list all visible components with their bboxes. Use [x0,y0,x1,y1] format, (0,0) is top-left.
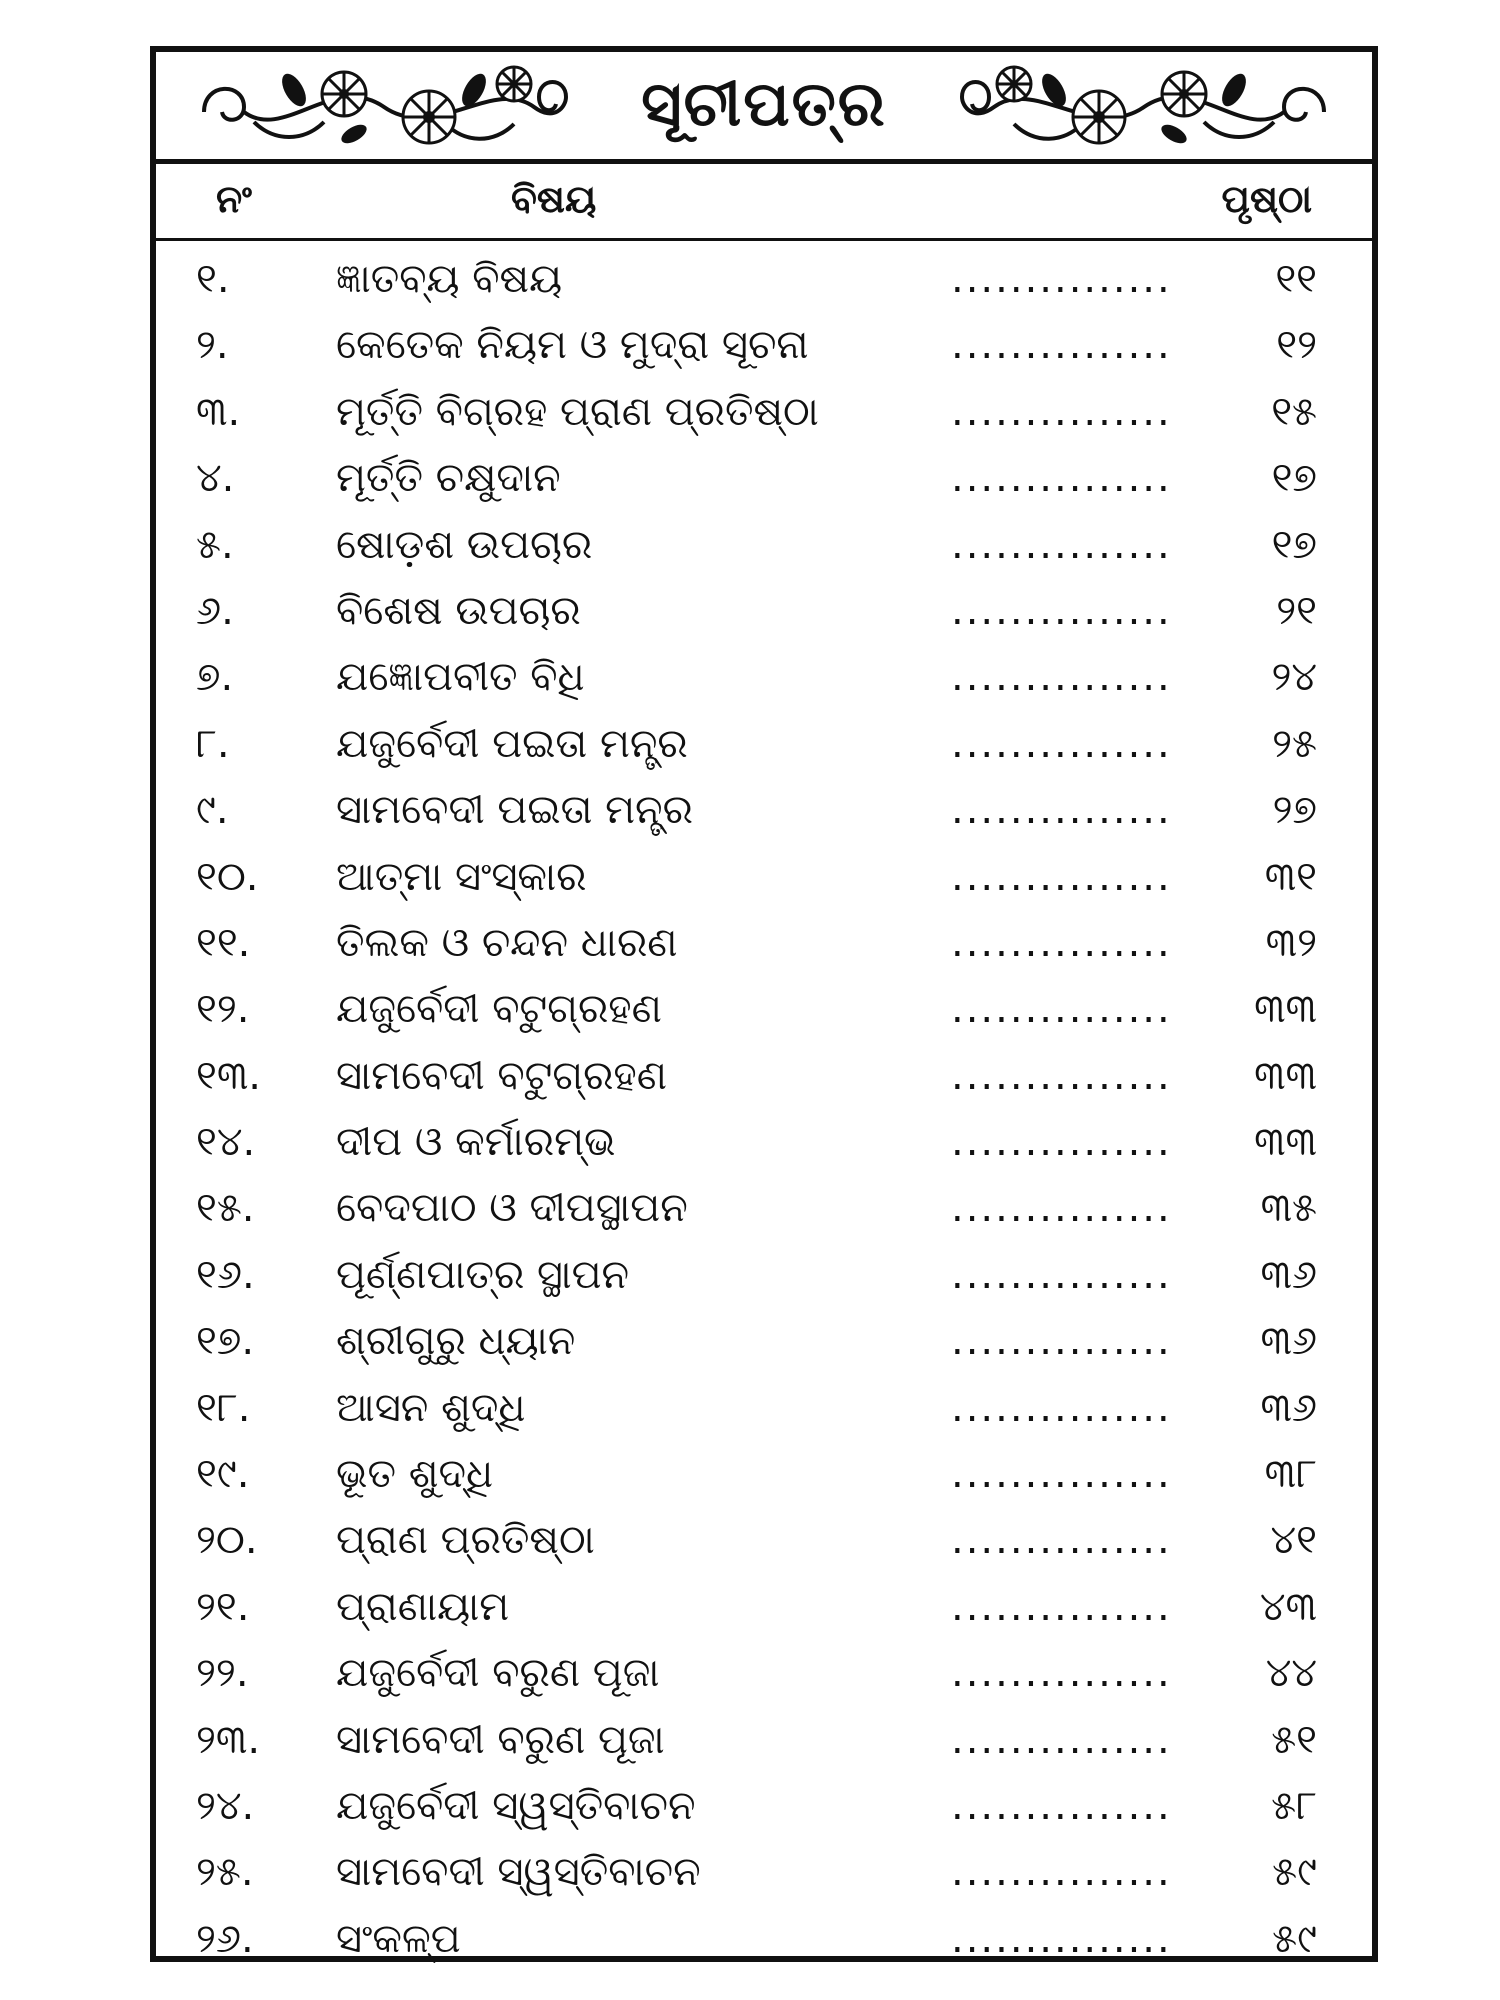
floral-ornament-right-icon [944,62,1334,152]
list-item [156,1111,1372,1177]
entry-page: ୩୩ [1254,1119,1317,1166]
entry-number: ୧୧. [196,919,251,966]
entry-number: ୧୫. [196,1185,255,1232]
list-item [156,1908,1372,1974]
entry-page: ୨୪ [1271,654,1317,701]
dot-leader: ............... [951,1451,1172,1498]
list-item [156,1841,1372,1907]
entry-topic: ଯଜୁର୍ବେଦୀ ପଇତା ମନ୍ତ୍ର [336,720,688,767]
entry-topic: ତିଲକ ଓ ଚନ୍ଦନ ଧାରଣ [336,919,678,966]
dot-leader: ............... [951,986,1172,1033]
entry-topic: ଯଜୁର୍ବେଦୀ ସ୍ୱସ୍ତିବାଚନ [336,1782,696,1829]
list-item [156,1509,1372,1575]
entry-topic: ସାମବେଦୀ ବଟୁଗ୍ରହଣ [336,1052,667,1099]
dot-leader: ............... [951,1384,1172,1431]
dot-leader: ............... [951,720,1172,767]
dot-leader: ............... [951,455,1172,502]
entry-topic: ଭୂତ ଶୁଦ୍ଧି [336,1451,494,1498]
entry-number: ୧୭. [196,1318,255,1365]
entry-number: ୧୪. [196,1119,256,1166]
entry-topic: ମୂର୍ତ୍ତି ବିଗ୍ରହ ପ୍ରାଣ ପ୍ରତିଷ୍ଠା [336,388,819,435]
dot-leader: ............... [951,1583,1172,1630]
list-item [156,514,1372,580]
entry-page: ୩୩ [1254,986,1317,1033]
page-title: ସୂଚୀପତ୍ର [641,67,887,140]
entry-topic: ବିଶେଷ ଉପଚାର [336,587,581,634]
entry-number: ୧୩. [196,1052,261,1099]
entry-number: ୩. [196,388,241,435]
list-item [156,713,1372,779]
entry-topic: ଶ୍ରୀଗୁରୁ ଧ୍ୟାନ [336,1318,576,1365]
entry-topic: ଯଜୁର୍ବେଦୀ ବରୁଣ ପୂଜା [336,1650,660,1697]
contents-list [156,248,1372,1974]
list-item [156,1443,1372,1509]
dot-leader: ............... [951,1650,1172,1697]
list-item [156,779,1372,845]
dot-leader: ............... [951,1849,1172,1896]
entry-page: ୧୫ [1271,388,1317,435]
dot-leader: ............... [951,919,1172,966]
entry-page: ୩୧ [1264,853,1317,900]
dot-leader: ............... [951,1052,1172,1099]
list-item [156,1709,1372,1775]
entry-topic: ସାମବେଦୀ ସ୍ୱସ୍ତିବାଚନ [336,1849,701,1896]
entry-page: ୪୩ [1259,1583,1317,1630]
entry-number: ୧୬. [196,1251,255,1298]
entry-topic: ବେଦପାଠ ଓ ଦୀପସ୍ଥାପନ [336,1185,688,1232]
entry-topic: ଯଜ୍ଞୋପବୀତ ବିଧି [336,654,585,701]
entry-page: ୫୮ [1271,1782,1317,1829]
list-item [156,978,1372,1044]
dot-leader: ............... [951,1119,1172,1166]
dot-leader: ............... [951,853,1172,900]
entry-number: ୫. [196,521,234,568]
entry-number: ୬. [196,587,234,634]
dot-leader: ............... [951,256,1172,302]
entry-topic: ମୂର୍ତ୍ତି ଚକ୍ଷୁଦାନ [336,455,561,502]
entry-number: ୨. [196,322,229,369]
entry-topic: ସାମବେଦୀ ବରୁଣ ପୂଜା [336,1716,665,1763]
list-item [156,1775,1372,1841]
dot-leader: ............... [951,654,1172,701]
entry-page: ୨୭ [1272,787,1317,834]
entry-topic: ଦୀପ ଓ କର୍ମାରମ୍ଭ [336,1119,616,1166]
entry-page: ୩୨ [1265,919,1317,966]
entry-number: ୧୯. [196,1451,250,1498]
entry-page: ୩୮ [1264,1451,1317,1498]
entry-page: ୫୯ [1272,1849,1317,1896]
dot-leader: ............... [951,388,1172,435]
list-item [156,1244,1372,1310]
header-topic: ବିଷୟ [511,177,597,221]
list-item [156,1310,1372,1376]
entry-topic: ସଂକଳ୍ପ [336,1915,461,1962]
list-item [156,1642,1372,1708]
entry-topic: ଯଜୁର୍ବେଦୀ ବଟୁଗ୍ରହଣ [336,986,662,1033]
entry-topic: ସାମବେଦୀ ପଇତା ମନ୍ତ୍ର [336,787,693,834]
entry-page: ୩୩ [1254,1052,1317,1099]
dot-leader: ............... [951,521,1172,568]
header-page: ପୃଷ୍ଠା [1221,177,1312,221]
dot-leader: ............... [951,1716,1172,1763]
entry-topic: ଆତ୍ମା ସଂସ୍କାର [336,853,587,900]
dot-leader: ............... [951,322,1172,369]
list-item [156,1177,1372,1243]
entry-topic: ଆସନ ଶୁଦ୍ଧି [336,1384,526,1431]
entry-topic: ପୂର୍ଣ୍ଣପାତ୍ର ସ୍ଥାପନ [336,1251,630,1298]
entry-page: ୩୬ [1260,1318,1317,1365]
dot-leader: ............... [951,1318,1172,1365]
list-item [156,1045,1372,1111]
entry-page: ୧୧ [1275,256,1317,302]
entry-number: ୪. [196,455,235,502]
dot-leader: ............... [951,587,1172,634]
entry-number: ୨୬. [196,1915,254,1962]
entry-topic: ଷୋଡ଼ଶ ଉପଚାର [336,521,593,568]
list-item [156,1576,1372,1642]
dot-leader: ............... [951,1782,1172,1829]
dot-leader: ............... [951,1185,1172,1232]
entry-page: ୪୧ [1270,1517,1317,1564]
dot-leader: ............... [951,787,1172,834]
entry-number: ୨୧. [196,1583,250,1630]
entry-number: ୨୦. [196,1517,258,1564]
entry-page: ୩୬ [1260,1251,1317,1298]
entry-number: ୨୩. [196,1716,261,1763]
entry-page: ୧୨ [1276,322,1317,369]
list-item [156,248,1372,314]
dot-leader: ............... [951,1517,1172,1564]
entry-page: ୧୭ [1271,455,1317,502]
list-item [156,1377,1372,1443]
column-header-row [156,159,1372,241]
list-item [156,447,1372,513]
entry-topic: ପ୍ରାଣ ପ୍ରତିଷ୍ଠା [336,1517,595,1564]
entry-page: ୫୧ [1271,1716,1317,1763]
entry-number: ୧୮. [196,1384,251,1431]
entry-page: ୨୧ [1276,587,1317,634]
contents-frame [150,46,1378,1962]
list-item [156,580,1372,646]
list-item [156,646,1372,712]
entry-number: ୮. [196,720,230,767]
title-bar [156,52,1372,164]
entry-topic: କେତେକ ନିୟମ ଓ ମୁଦ୍ରା ସୂଚନା [336,322,809,369]
entry-number: ୧. [196,256,230,302]
entry-number: ୨୨. [196,1650,249,1697]
entry-number: ୨୫. [196,1849,254,1896]
entry-page: ୩୫ [1260,1185,1317,1232]
entry-number: ୨୪. [196,1782,255,1829]
entry-topic: ପ୍ରାଣାୟାମ [336,1583,510,1630]
list-item [156,381,1372,447]
entry-page: ୨୫ [1272,720,1317,767]
entry-page: ୩୬ [1260,1384,1317,1431]
entry-page: ୧୭ [1271,521,1317,568]
dot-leader: ............... [951,1915,1172,1962]
list-item [156,314,1372,380]
dot-leader: ............... [951,1251,1172,1298]
list-item [156,912,1372,978]
entry-number: ୭. [196,654,234,701]
entry-page: ୪୪ [1265,1650,1317,1697]
entry-number: ୯. [196,787,229,834]
list-item [156,846,1372,912]
entry-number: ୧୦. [196,853,259,900]
entry-page: ୫୯ [1272,1915,1317,1962]
header-number: ନଂ [216,177,252,221]
entry-topic: ଜ୍ଞାତବ୍ୟ ବିଷୟ [336,256,563,302]
entry-number: ୧୨. [196,986,250,1033]
